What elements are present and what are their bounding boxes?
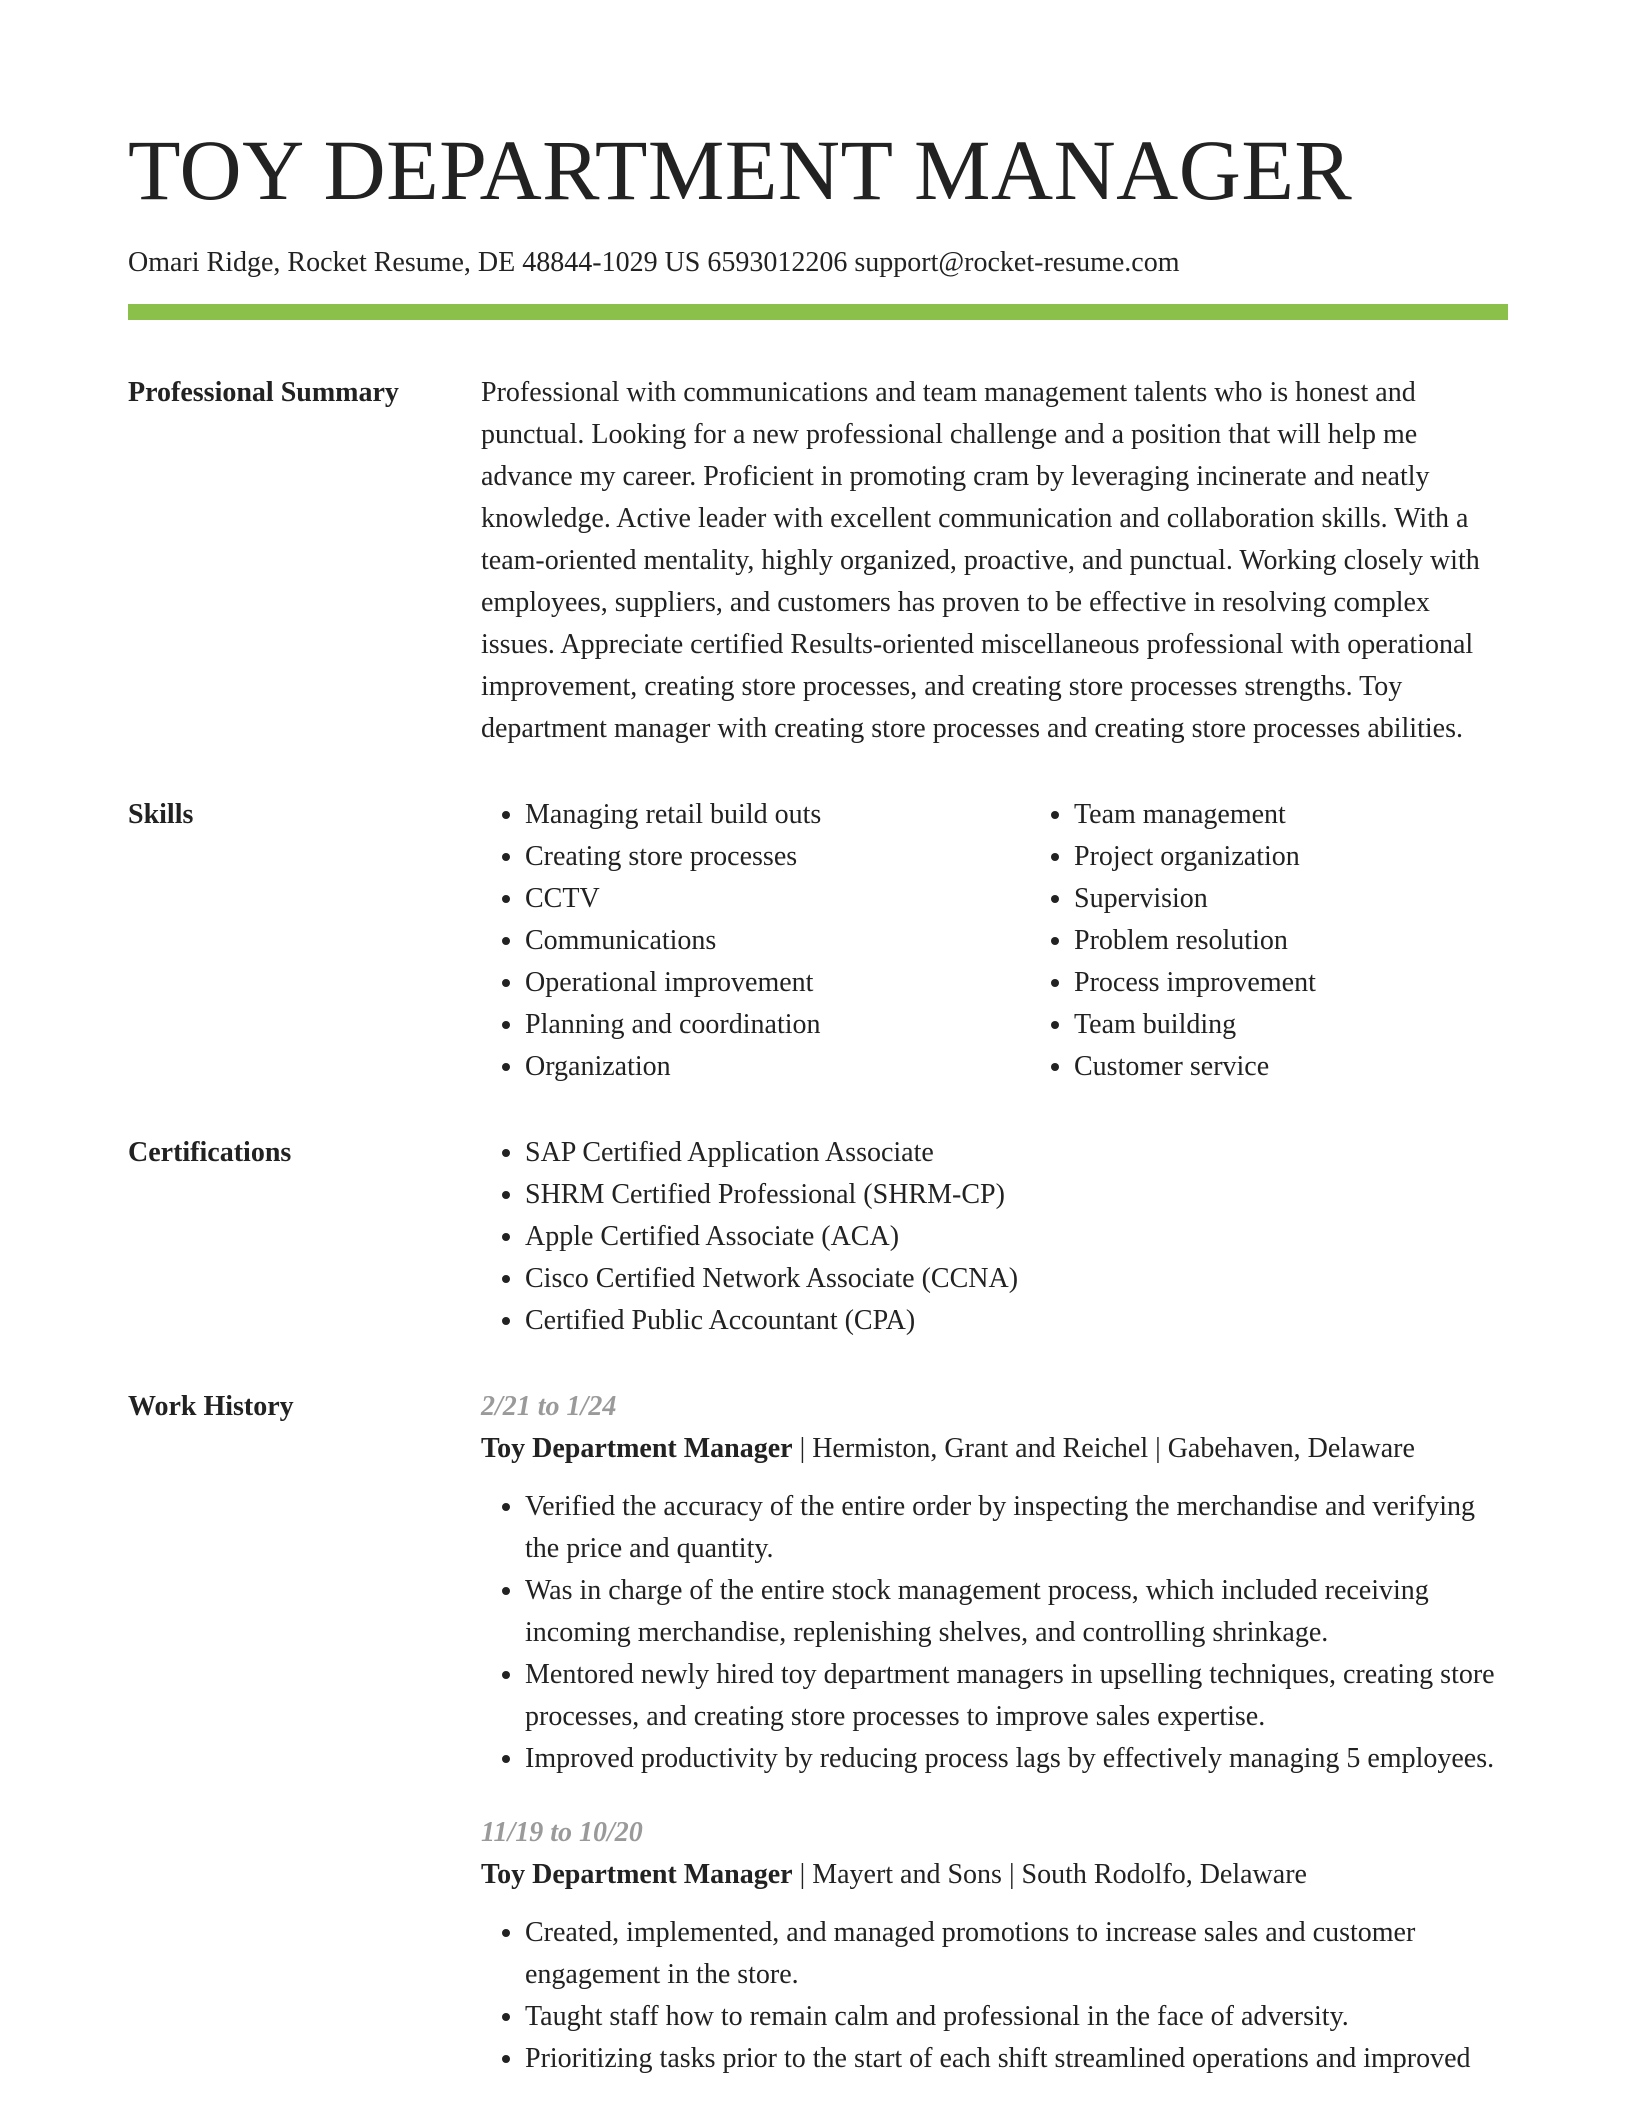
section-content [481,1132,1508,1342]
job-bullet: • Improved productivity by reducing process lags by effectively managing 5 employees. [525,1738,1508,1780]
resume-title: TOY DEPARTMENT MANAGER [128,122,1353,218]
skill-item: • Process improvement [1074,962,1554,1004]
skill-item: • Customer service [1074,1046,1554,1088]
section-label: Work History [128,1391,294,1422]
skill-item: • Managing retail build outs [525,794,1030,836]
skill-item: • Operational improvement [525,962,1030,1004]
section-label: Certifications [128,1137,292,1168]
skill-item: • Project organization [1074,836,1554,878]
job-title: Toy Department Manager [481,1433,793,1464]
skill-item: • Problem resolution [1074,920,1554,962]
job-title: Toy Department Manager [481,1859,793,1890]
skill-item: • Planning and coordination [525,1004,1030,1046]
job-details: | Hermiston, Grant and Reichel | Gabehaven, Delaware [792,1433,1415,1464]
job-bullet: • Prioritizing tasks prior to the start of each shift streamlined operations and improved [525,2038,1508,2080]
job-bullet: • Mentored newly hired toy department managers in upselling techniques, creating store processes, and creating store processes to improve sales expertise. [525,1654,1508,1738]
certifications-section [128,1132,1508,1342]
work-history-section [128,1386,1508,2080]
job-details: | Mayert and Sons | South Rodolfo, Delaware [792,1859,1307,1890]
skill-item: • Team management [1074,794,1554,836]
job-bullet: • Taught staff how to remain calm and professional in the face of adversity. [525,1996,1508,2038]
skills-columns [481,794,1554,1088]
job-bullets [481,1486,1508,1780]
skill-item: • Team building [1074,1004,1554,1046]
job-bullet: • Verified the accuracy of the entire order by inspecting the merchandise and verifying the price and quantity. [525,1486,1508,1570]
skill-item: • Creating store processes [525,836,1030,878]
job-heading [481,1428,1508,1470]
job-dates: 2/21 to 1/24 [481,1391,617,1422]
certifications-list [481,1132,1508,1342]
resume-page [128,0,1508,2080]
skill-item: • Communications [525,920,1030,962]
skills-list-right [1030,794,1554,1088]
header-divider [128,304,1508,320]
certification-item: • SAP Certified Application Associate [525,1132,1508,1174]
job-bullet: • Was in charge of the entire stock management process, which included receiving incoming merchandise, replenishing shelves, and controlling shrinkage. [525,1570,1508,1654]
skill-item: • Organization [525,1046,1030,1088]
certification-item: • Apple Certified Associate (ACA) [525,1216,1508,1258]
job-heading [481,1854,1508,1896]
skill-item: • Supervision [1074,878,1554,920]
job-dates: 11/19 to 10/20 [481,1817,643,1848]
summary-section [128,372,1508,750]
skills-list-left [481,794,1030,1088]
job-bullet: • Created, implemented, and managed promotions to increase sales and customer engagement in the store. [525,1912,1508,1996]
summary-text: Professional with communications and team management talents who is honest and punctual. Looking for a new professional challenge and a position that will help me advance my career. Proficient in promoting cram by leveraging incinerate and neatly knowledge. Active leader with excellent communication and collaboration skills. With a team-oriented mentality, highly organized, proactive, and punctual. Working closely with employees, suppliers, and customers has proven to be effective in resolving complex issues. Appreciate certified Results-oriented miscellaneous professional with operational improvement, creating store processes, and creating store processes strengths. Toy department manager with creating store processes and creating store processes abilities. [481,377,1480,744]
contact-line: Omari Ridge, Rocket Resume, DE 48844-1029 US 6593012206 support@rocket-resume.com [128,247,1180,278]
section-label: Skills [128,799,194,830]
certification-item: • SHRM Certified Professional (SHRM-CP) [525,1174,1508,1216]
section-label: Professional Summary [128,377,399,408]
skills-section [128,794,1508,1088]
job-bullets [481,1912,1508,2080]
job-entry [481,1812,1508,2080]
section-content [481,1386,1508,2080]
certification-item: • Certified Public Accountant (CPA) [525,1300,1508,1342]
skill-item: • CCTV [525,878,1030,920]
job-entry [481,1386,1508,1780]
certification-item: • Cisco Certified Network Associate (CCNA) [525,1258,1508,1300]
section-content [481,372,1508,750]
